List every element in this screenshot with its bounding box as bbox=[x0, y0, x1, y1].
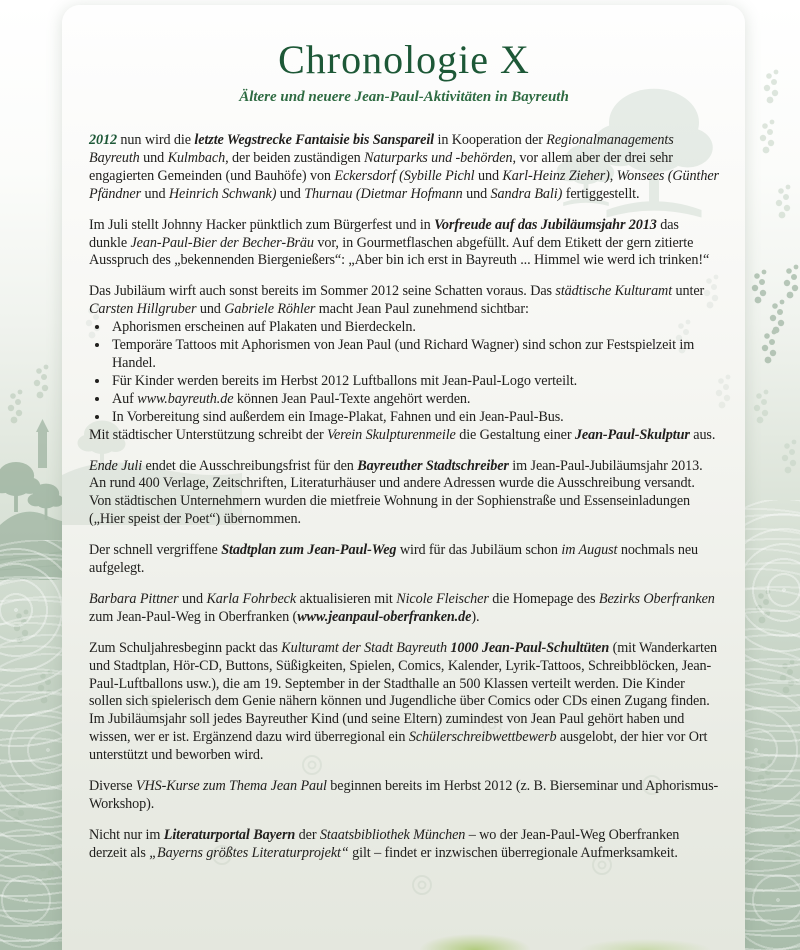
paragraph-skulptur: Mit städtischer Unterstützung schreibt der Verein Skulpturenmeile die Gestaltung einer Jean-Paul-Skulptur aus. bbox=[89, 426, 716, 443]
list-item: • Temporäre Tattoos mit Aphorismen von Jean Paul (und Richard Wagner) sind schon zur Festspielzeit im Handel. bbox=[110, 337, 719, 373]
paragraph-stadtplan: Der schnell vergriffene Stadtplan zum Jean-Paul-Weg wird für das Jubiläum schon im August nochmals neu aufgelegt. bbox=[89, 542, 699, 577]
paragraph-homepage-oberfranken: Barbara Pittner und Karla Fohrbeck aktualisieren mit Nicole Fleischer die Homepage des Bezirks Oberfranken zum Jean-Paul-Weg in Oberfranken (www.jeanpaul-oberfranken.de). bbox=[89, 590, 715, 625]
paragraph-schuelerwettbewerb: Im Jubiläumsjahr soll jedes Bayreuther Kind (und seine Eltern) zumindest von Jean Paul gehört haben und wissen, wer er ist. Ergänzend dazu wird überregional ein Schülerschreibwettbewerb ausgelobt, der hier vor Ort unterstützt und beworben wird. bbox=[89, 711, 708, 764]
leaf-decoration bbox=[580, 939, 710, 950]
activities-list bbox=[89, 319, 719, 426]
page-subtitle: Ältere und neuere Jean-Paul-Aktivitäten in Bayreuth bbox=[239, 89, 569, 105]
paragraph-kulturamt-intro: Das Jubiläum wirft auch sonst bereits im Sommer 2012 seine Schatten voraus. Das städtische Kulturamt unter Carsten Hillgruber und Gabriele Röhler macht Jean Paul zunehmend sichtbar: bbox=[89, 283, 705, 318]
chronicle-card bbox=[62, 5, 745, 950]
paragraph-jean-paul-bier: Im Juli stellt Johnny Hacker pünktlich zum Bürgerfest und in Vorfreude auf das Jubiläumsjahr 2013 das dunkle Jean-Paul-Bier der Becher-Bräu vor, in Gourmetflaschen abgefüllt. Auf dem Etikett der gern zitierte Ausspruch des „bekennenden Biergenießers“: „Aber bin ich erst in Bayreuth ... Himmel wie werd ich trinken!“ bbox=[89, 216, 710, 269]
leaf-decoration bbox=[420, 934, 530, 950]
paragraph-literaturportal: Nicht nur im Literaturportal Bayern der Staatsbibliothek München – wo der Jean-Paul-Weg Oberfranken derzeit als „Bayerns größtes Literaturprojekt“ gilt – findet er inzwischen überregionale Aufmerksamkeit. bbox=[89, 826, 680, 861]
list-item: • Für Kinder werden bereits im Herbst 2012 Luftballons mit Jean-Paul-Logo verteilt. bbox=[110, 373, 719, 391]
list-item: • In Vorbereitung sind außerdem ein Image-Plakat, Fahnen und ein Jean-Paul-Bus. bbox=[110, 409, 719, 427]
list-item: • Auf www.bayreuth.de können Jean Paul-Texte angehört werden. bbox=[110, 391, 719, 409]
paragraph-schultueten: Zum Schuljahresbeginn packt das Kulturamt der Stadt Bayreuth 1000 Jean-Paul-Schultüten (mit Wanderkarten und Stadtplan, Hör-CD, Buttons, Süßigkeiten, Spielen, Comics, Kalender, Lyrik-Tattoos, Schreibblöcken, Jean-Paul-Luftballons usw.), die am 19. September in der Stadthalle an 500 Klassen verteilt werden. Die Kinder sollen sich spielerisch dem Genie nähern können und Jugendliche über Comics oder CDs einen Zugang finden. bbox=[89, 639, 718, 710]
page-title: Chronologie X bbox=[278, 37, 530, 82]
list-item: • Aphorismen erscheinen auf Plakaten und Bierdeckeln. bbox=[110, 319, 719, 337]
lace-texture-left bbox=[0, 540, 62, 950]
chronicle-content bbox=[62, 5, 745, 863]
paragraph-stadtschreiber: Ende Juli endet die Ausschreibungsfrist für den Bayreuther Stadtschreiber im Jean-Paul-Jubiläumsjahr 2013. An rund 400 Verlage, Zeitschriften, Literaturhäuser und andere Adressen wurde die Ausschreibung versandt. Von städtischen Unternehmern wurden die mietfreie Wohnung in der Sophienstraße und Essenseinladungen („Hier speist der Poet“) übernommen. bbox=[89, 457, 703, 528]
paragraph-vhs-kurse: Diverse VHS-Kurse zum Thema Jean Paul beginnen bereits im Herbst 2012 (z. B. Bierseminar und Aphorismus-Workshop). bbox=[89, 778, 719, 812]
lace-texture-right bbox=[744, 500, 800, 950]
paragraph-wegstrecke-2012: 2012 nun wird die letzte Wegstrecke Fantaisie bis Sanspareil in Kooperation der Regionalmanagements Bayreuth und Kulmbach, der beiden zuständigen Naturparks und -behörden, vor allem aber der drei sehr engagierten Gemeinden (und Bauhöfe) von Eckersdorf (Sybille Pichl und Karl-Heinz Zieher), Wonsees (Günther Pfändner und Heinrich Schwank) und Thurnau (Dietmar Hofmann und Sandra Bali) fertiggestellt. bbox=[89, 132, 719, 202]
